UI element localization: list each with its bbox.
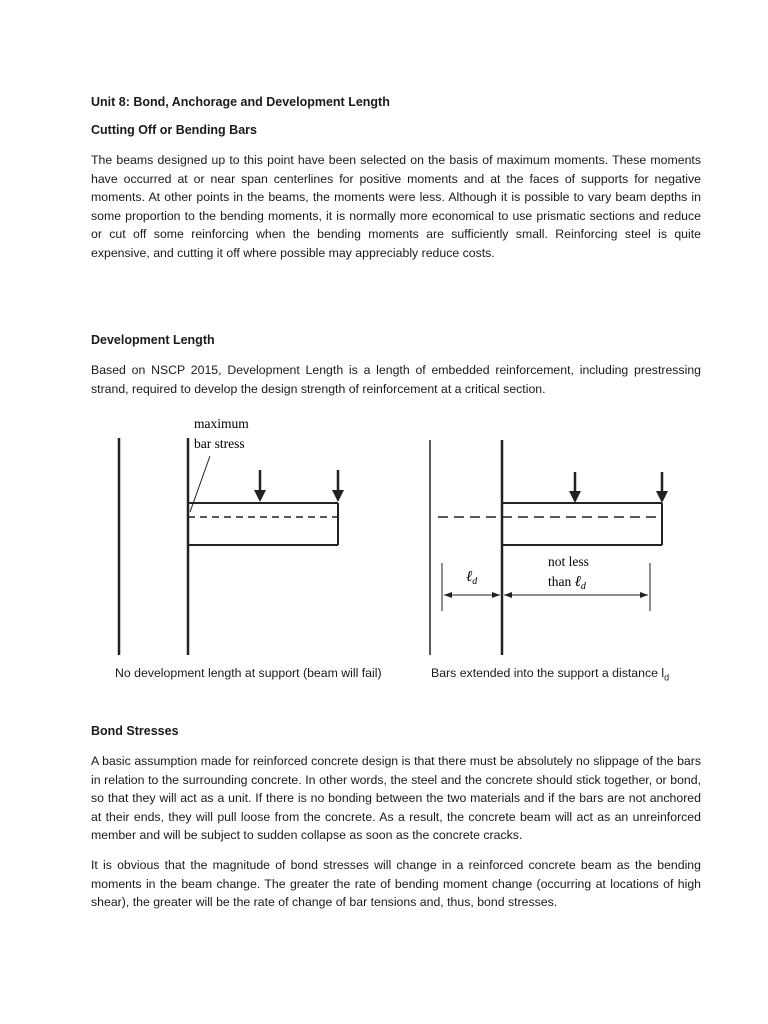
label-not-less: not less — [548, 554, 589, 569]
figure-no-development-length — [100, 410, 360, 655]
label-maximum: maximum — [194, 416, 249, 431]
heading-cutting-off: Cutting Off or Bending Bars — [91, 123, 257, 137]
caption-right — [431, 666, 669, 682]
load-arrow-2 — [332, 470, 344, 502]
dimension-not-less-than-ld — [504, 592, 648, 598]
paragraph-bond-1: A basic assumption made for reinforced concrete design is that there must be absolutely no slippage of the bars in relation to the surrounding concrete. In other words, the steel and the concrete should stick together, or bond, so that they will act as a unit. If there is no bonding between the two materials and if the bars are not anchored at their ends, they will pull loose from the concrete. As a result, the concrete beam will act as an unreinforced member and will be subject to sudden collapse as soon as the concrete cracks. — [91, 754, 701, 843]
ld-symbol-label: ℓ$_d$ — [466, 569, 478, 587]
caption-right-text: Bars extended into the support a distance l — [431, 666, 665, 680]
paragraph-cutting-off: The beams designed up to this point have been selected on the basis of maximum moments. These moments have occurred at or near span centerlines for positive moments and at the faces of supports for negative moments. At other points in the beams, the moments were less. Although it is possible to vary beam depths in some proportion to the bending moments, it is normally more economical to use prismatic sections and reduce or cut off some reinforcing when the bending moments are sufficiently small. Reinforcing steel is quite expensive, and cutting it off where possible may appreciably reduce costs. — [91, 153, 701, 260]
caption-left: No development length at support (beam will fail) — [115, 666, 382, 680]
paragraph-development-length: Based on NSCP 2015, Development Length is a length of embedded reinforcement, including prestressing strand, required to develop the design strength of reinforcement at a critical section. — [91, 363, 701, 396]
paragraph-bond-2: It is obvious that the magnitude of bond stresses will change in a reinforced concrete beam as the bending moments in the beam change. The greater the rate of bending moment change (occurring at locations of high shear), the greater will be the rate of change of bar tensions and, thus, bond stresses. — [91, 858, 701, 910]
label-bar-stress: bar stress — [194, 436, 245, 451]
caption-right-subscript: d — [664, 672, 670, 683]
load-arrow-1 — [254, 470, 266, 502]
label-than-ld: than ℓ$_d$ — [548, 574, 586, 592]
heading-bond-stresses: Bond Stresses — [91, 724, 179, 738]
load-arrow-2 — [656, 472, 668, 503]
unit-title: Unit 8: Bond, Anchorage and Development Length — [91, 95, 390, 109]
dimension-ld — [444, 592, 500, 598]
figure-bars-extended — [420, 435, 680, 655]
load-arrow-1 — [569, 472, 581, 503]
heading-development-length: Development Length — [91, 333, 215, 347]
